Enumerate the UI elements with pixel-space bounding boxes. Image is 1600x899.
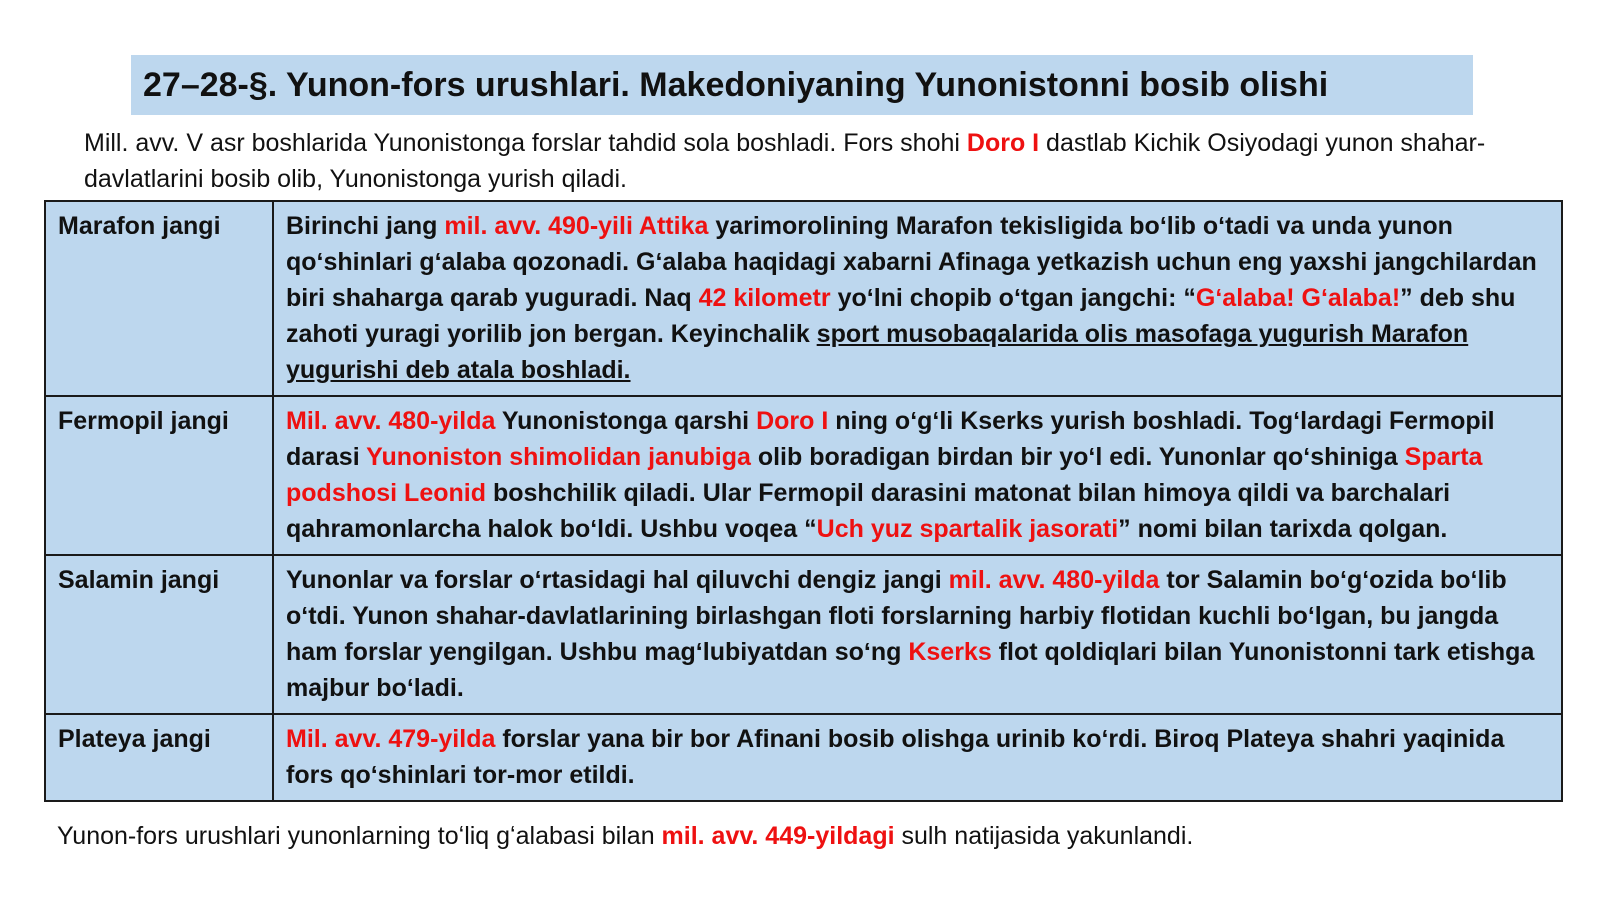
description-text: yoʻlni chopib oʻtgan jangchi: “	[830, 284, 1196, 312]
table-row	[45, 714, 1562, 801]
description-highlight: Mil. avv. 480-yilda	[286, 407, 496, 435]
description-text: Yunonlar va forslar oʻrtasidagi hal qiluvchi dengiz jangi	[286, 566, 949, 594]
description-highlight: Yunoniston shimolidan janubiga	[366, 443, 751, 471]
description-highlight: Mil. avv. 479-yilda	[286, 725, 496, 753]
description-highlight: mil. avv. 490-yili Attika	[444, 212, 709, 240]
intro-text: Mill. avv. V asr boshlarida Yunonistonga forslar tahdid sola boshladi. Fors shohi	[84, 129, 967, 157]
description-text: flot qoldiqlari bilan Yunonistonni tark etishga majbur boʻladi.	[286, 638, 1535, 702]
battle-description-cell	[273, 555, 1562, 714]
intro-highlight: Doro I	[966, 129, 1040, 157]
page-title: 27–28-§. Yunon-fors urushlari. Makedoniyaning Yunonistonni bosib olishi	[143, 65, 1329, 104]
battle-name: Plateya jangi	[58, 725, 211, 753]
intro-paragraph	[84, 125, 1554, 197]
battle-name-cell	[45, 714, 273, 801]
description-highlight: Sparta podshosi Leonid	[286, 443, 1483, 507]
description-text: forslar yana bir bor Afinani bosib olishga urinib koʻrdi. Biroq Plateya shahri yaqinida fors qoʻshinlari tor-mor etildi.	[286, 725, 1505, 789]
battles-table	[44, 200, 1563, 802]
battle-name-cell	[45, 555, 273, 714]
description-text: ning oʻgʻli Kserks yurish boshladi. Togʻlardagi Fermopil darasi	[286, 407, 1495, 471]
battle-name: Fermopil jangi	[58, 407, 229, 435]
battle-name-cell	[45, 396, 273, 555]
closing-paragraph	[57, 818, 1193, 854]
table-row	[45, 555, 1562, 714]
description-text: ” nomi bilan tarixda qolgan.	[1118, 515, 1448, 543]
description-text: boshchilik qiladi. Ular Fermopil darasini matonat bilan himoya qildi va barchalari qahramonlarcha halok boʻldi. Ushbu voqea “	[286, 479, 1451, 543]
description-underlined: sport musobaqalarida olis masofaga yugurish Marafon yugurishi deb atala boshladi.	[286, 320, 1469, 384]
description-highlight: Uch yuz spartalik jasorati	[816, 515, 1119, 543]
description-text: Birinchi jang	[286, 212, 445, 240]
battle-description-cell	[273, 714, 1562, 801]
closing-highlight: mil. avv. 449-yildagi	[661, 822, 895, 850]
description-highlight: Kserks	[908, 638, 992, 666]
description-highlight: Gʻalaba! Gʻalaba!	[1195, 284, 1401, 312]
battle-description-cell	[273, 201, 1562, 396]
description-highlight: mil. avv. 480-yilda	[948, 566, 1160, 594]
intro-text: dastlab Kichik Osiyodagi yunon shahar-davlatlarini bosib olib, Yunonistonga yurish qiladi.	[84, 129, 1486, 193]
battle-description-cell	[273, 396, 1562, 555]
battle-name-cell	[45, 201, 273, 396]
table-row	[45, 201, 1562, 396]
description-text: tor Salamin boʻgʻozida boʻlib oʻtdi. Yunon shahar-davlatlarining birlashgan floti forslarning harbiy flotidan kuchli boʻlgan, bu jangda ham forslar yengilgan. Ushbu magʻlubiyatdan soʻng	[286, 566, 1507, 666]
title-bar	[131, 55, 1473, 115]
table-row	[45, 396, 1562, 555]
battle-name: Marafon jangi	[58, 212, 221, 240]
description-text: Yunonistonga qarshi	[495, 407, 757, 435]
description-text: olib boradigan birdan bir yoʻl edi. Yunonlar qoʻshiniga	[750, 443, 1405, 471]
battle-name: Salamin jangi	[58, 566, 220, 594]
description-highlight: Doro I	[756, 407, 829, 435]
description-highlight: 42 kilometr	[698, 284, 831, 312]
description-text: yarimorolining Marafon tekisligida boʻlib oʻtadi va unda yunon qoʻshinlari gʻalaba qozonadi. Gʻalaba haqidagi xabarni Afinaga yetkazish uchun eng yaxshi jangchilardan biri shaharga qarab yuguradi. Naq	[286, 212, 1537, 312]
description-text: ” deb shu zahoti yuragi yorilib jon bergan. Keyinchalik	[286, 284, 1516, 348]
closing-text: Yunon-fors urushlari yunonlarning toʻliq gʻalabasi bilan	[57, 822, 662, 850]
closing-text: sulh natijasida yakunlandi.	[894, 822, 1194, 850]
